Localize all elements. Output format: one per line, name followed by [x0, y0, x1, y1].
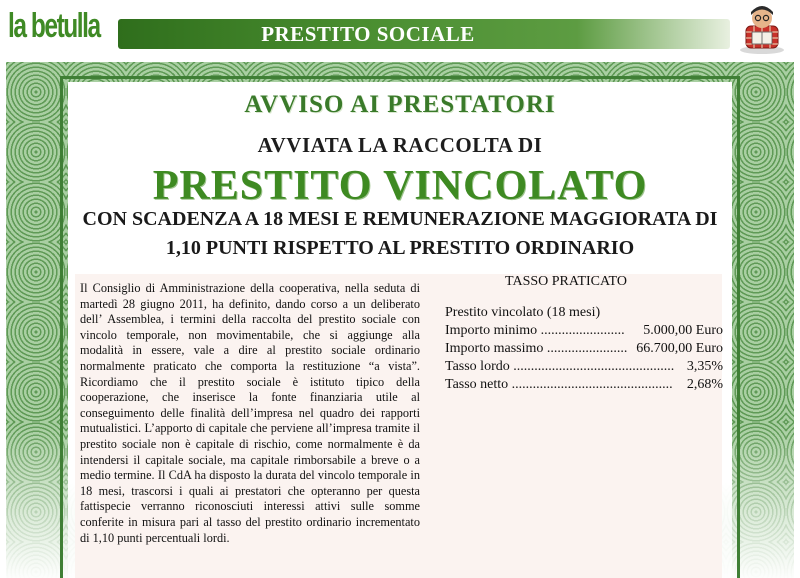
- rate-row: [445, 376, 723, 394]
- header: [0, 0, 800, 58]
- notice-subheading: AVVIATA LA RACCOLTA DI: [257, 133, 543, 157]
- rate-row: [445, 358, 723, 376]
- rates-table: [445, 304, 723, 394]
- rate-label: Tasso netto ..............................................: [445, 377, 673, 392]
- rate-label: Importo minimo ........................: [445, 323, 625, 338]
- rate-value: 5.000,00 Euro: [643, 323, 723, 338]
- rate-value: 2,68%: [686, 377, 723, 392]
- title-band: [118, 19, 730, 49]
- body-paragraph: Il Consiglio di Amministrazione della cooperativa, nella seduta di martedì 28 giugno 2011, ha definito, dando corso a un deliberato dell’ Assemblea, i termini della raccolta del prestito sociale con vincolo temporale, non movimentabile, che si aggiunge alla modalità in essere, vale a dire al prestito sociale ordinario normalmente praticato che comporta la restituzione “a vista”. Ricordiamo che il prestito sociale è istituto tipico della cooperazione, che inserisce la fonte finanziaria utile al conseguimento delle finalità dell’impresa nel quadro dei rapporti mutualistici. L’apporto di capitale che perviene all’impresa tramite il prestito sociale non è capitale di rischio, come normalmente è da intendersi il capitale sociale, ma capitale rimborsabile a breve o a medio termine. Il CdA ha disposto la durata del vincolo temporale in 18 mesi, trascorsi i quali ai prestatori che opteranno per questa fattispecie verranno riconosciuti interessi attivi sulle somme conferite in misura pari al tasso del prestito ordinario incrementato di 1,10 punti percentuali lordi.: [80, 281, 420, 545]
- rate-row: [445, 322, 723, 340]
- rates-title: TASSO PRATICATO: [505, 274, 627, 289]
- rate-label: Importo massimo .......................: [445, 341, 628, 356]
- rate-row: [445, 340, 723, 358]
- notice-main-title: PRESTITO VINCOLATO: [152, 163, 648, 209]
- rate-label: Tasso lordo ..............................................: [445, 359, 675, 374]
- rates-subtitle: Prestito vincolato (18 mesi): [445, 305, 601, 320]
- notice-conditions-line1: CON SCADENZA A 18 MESI E REMUNERAZIONE MAGGIORATA DI: [82, 208, 718, 230]
- notice-conditions: [0, 205, 800, 263]
- mascot-reader-icon: [734, 2, 790, 54]
- logo: la betulla: [8, 7, 100, 45]
- notice-conditions-line2: 1,10 PUNTI RISPETTO AL PRESTITO ORDINARIO: [165, 237, 635, 259]
- page-title: PRESTITO SOCIALE: [261, 22, 475, 46]
- notice-heading: AVVISO AI PRESTATORI: [244, 91, 556, 118]
- rate-value: 66.700,00 Euro: [636, 341, 723, 356]
- rate-value: 3,35%: [686, 359, 723, 374]
